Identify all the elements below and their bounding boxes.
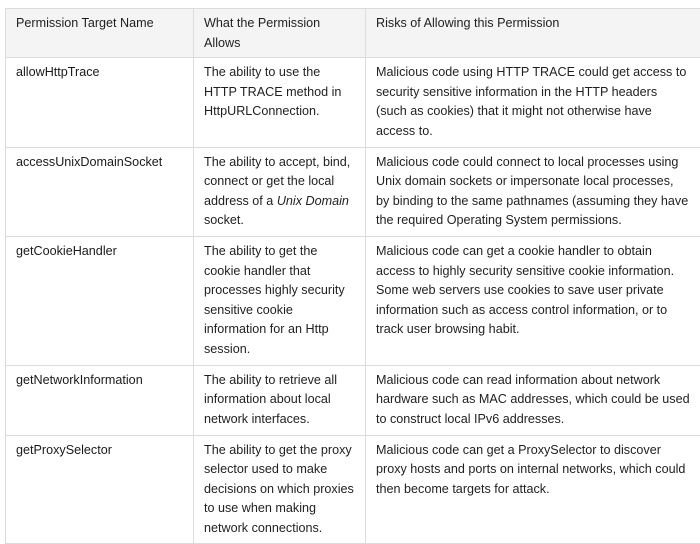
permission-risks-cell: Malicious code could connect to local processes using Unix domain sockets or impersonate local processes, by binding to the same pathnames (assuming they have the required Operating System permissions.: [366, 147, 700, 236]
permission-name-cell: accessUnixDomainSocket: [6, 147, 194, 236]
header-risks: Risks of Allowing this Permission: [366, 9, 700, 58]
permission-allows-cell: The ability to get the cookie handler that processes highly security sensitive cookie information for an Http session.: [194, 236, 366, 365]
table-row: [6, 365, 700, 435]
table-body: [6, 58, 700, 544]
permission-allows-cell: The ability to get the proxy selector used to make decisions on which proxies to use when making network connections.: [194, 435, 366, 544]
permission-risks-cell: Malicious code using HTTP TRACE could get access to security sensitive information in the HTTP headers (such as cookies) that it might not otherwise have access to.: [366, 58, 700, 147]
allows-text-after: socket.: [204, 213, 244, 227]
permission-allows-cell: The ability to use the HTTP TRACE method in HttpURLConnection.: [194, 58, 366, 147]
table-row: [6, 58, 700, 147]
table-row: [6, 147, 700, 236]
table-row: [6, 236, 700, 365]
permission-risks-cell: Malicious code can read information about network hardware such as MAC addresses, which could be used to construct local IPv6 addresses.: [366, 365, 700, 435]
header-row: [6, 9, 700, 58]
permission-name-cell: getCookieHandler: [6, 236, 194, 365]
allows-text-before: The ability to accept, bind, connect or get the local address of a: [204, 155, 350, 208]
permission-allows-cell: The ability to retrieve all information about local network interfaces.: [194, 365, 366, 435]
table-header: [6, 9, 700, 58]
permission-name-cell: allowHttpTrace: [6, 58, 194, 147]
header-permission-target-name: Permission Target Name: [6, 9, 194, 58]
permission-name-cell: getProxySelector: [6, 435, 194, 544]
permission-allows-cell: [194, 147, 366, 236]
allows-text-emphasis: Unix Domain: [277, 194, 349, 208]
permission-name-cell: getNetworkInformation: [6, 365, 194, 435]
permission-risks-cell: Malicious code can get a ProxySelector to discover proxy hosts and ports on internal networks, which could then become targets for attack.: [366, 435, 700, 544]
table-row: [6, 435, 700, 544]
header-what-permission-allows: What the Permission Allows: [194, 9, 366, 58]
permission-risks-cell: Malicious code can get a cookie handler to obtain access to highly security sensitive cookie information. Some web servers use cookies to save user private information such as access control information, or to track user browsing habit.: [366, 236, 700, 365]
